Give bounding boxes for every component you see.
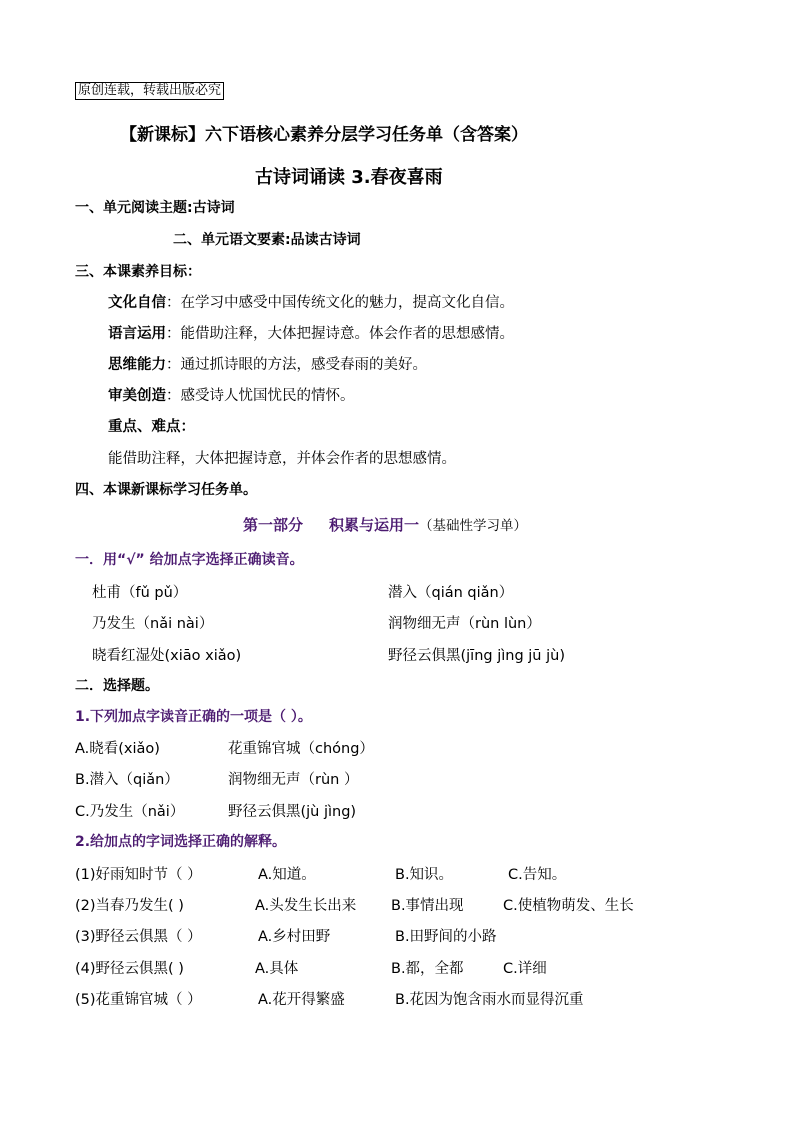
meaning-option-c: C.告知。	[508, 867, 567, 883]
option-a-extra: 花重锦官城（chóng）	[228, 741, 374, 757]
pinyin-item: 潜入（qián qiǎn）	[388, 585, 514, 601]
question-1-title: 一．用“√” 给加点字选择正确读音。	[75, 552, 304, 568]
question-2-title: 二．选择题。	[75, 678, 159, 694]
option-c: C.乃发生（nǎi）	[75, 804, 185, 820]
option-c-extra: 野径云俱黑(jù jìng)	[228, 804, 357, 820]
goal-text: ：感受诗人忧国忧民的情怀。	[166, 388, 355, 404]
section-4: 四、本课新课标学习任务单。	[75, 482, 257, 498]
section-3: 三、本课素养目标：	[75, 264, 201, 280]
meaning-option-a: A.知道。	[258, 867, 316, 883]
meaning-option-b: B.花因为饱含雨水而显得沉重	[395, 992, 584, 1008]
meaning-option-b: B.都，全都	[391, 961, 464, 977]
meaning-option-c: C.使植物萌发、生长	[503, 898, 634, 914]
goal-text: ：通过抓诗眼的方法，感受春雨的美好。	[166, 357, 427, 373]
option-a: A.晓看(xiǎo)	[75, 741, 160, 757]
copyright-notice: 原创连载，转载出版必究	[75, 82, 224, 100]
meaning-option-a: A.乡村田野	[258, 929, 331, 945]
goal-label: 文化自信	[108, 295, 166, 311]
section-2-label: 二、单元语文要素:	[173, 232, 291, 248]
pinyin-item: 润物细无声（rùn lùn）	[388, 616, 541, 632]
meaning-question: (2)当春乃发生( )	[75, 898, 184, 914]
meaning-option-b: B.知识。	[395, 867, 454, 883]
goal-label: 语言运用	[108, 326, 166, 342]
meaning-question: (3)野径云俱黑（ ）	[75, 929, 202, 945]
lesson-title: 古诗词诵读 3.春夜喜雨	[255, 167, 443, 188]
part-one-sub: （基础性学习单）	[419, 518, 528, 534]
option-b-extra: 润物细无声（rùn ）	[228, 772, 359, 788]
goal-language	[108, 322, 514, 343]
goal-text: ：在学习中感受中国传统文化的魅力，提高文化自信。	[166, 295, 514, 311]
meaning-option-c: C.详细	[503, 961, 547, 977]
section-2	[173, 229, 361, 249]
goal-label: 审美创造	[108, 388, 166, 404]
question-2-1-title: 1.下列加点字读音正确的一项是（ ）。	[75, 709, 312, 725]
goal-culture	[108, 291, 514, 312]
meaning-option-b: B.事情出现	[391, 898, 464, 914]
pinyin-item: 乃发生（nǎi nài）	[92, 616, 214, 632]
goal-thinking	[108, 353, 427, 374]
key-points-text: 能借助注释，大体把握诗意，并体会作者的思想感情。	[108, 451, 456, 467]
question-2-2-title: 2.给加点的字词选择正确的解释。	[75, 834, 287, 850]
part-one-heading	[243, 514, 527, 535]
part-one-name: 积累与运用一	[329, 516, 420, 534]
pinyin-item: 晓看红湿处(xiāo xiǎo)	[92, 648, 242, 664]
section-1-value: 古诗词	[192, 200, 235, 216]
goal-label: 思维能力	[108, 357, 166, 373]
meaning-question: (1)好雨知时节（ ）	[75, 867, 202, 883]
section-1-label: 一、单元阅读主题:	[75, 200, 193, 216]
meaning-question: (5)花重锦官城（ ）	[75, 992, 202, 1008]
key-points-label: 重点、难点：	[108, 419, 195, 435]
meaning-option-b: B.田野间的小路	[395, 929, 497, 945]
meaning-option-a: A.花开得繁盛	[258, 992, 345, 1008]
section-2-value: 品读古诗词	[290, 232, 361, 248]
pinyin-item: 野径云俱黑(jīng jìng jū jù)	[388, 648, 565, 664]
goal-text: ：能借助注释，大体把握诗意。体会作者的思想感情。	[166, 326, 514, 342]
goal-aesthetic	[108, 384, 355, 405]
pinyin-item: 杜甫（fǔ pǔ）	[92, 585, 188, 601]
meaning-question: (4)野径云俱黑( )	[75, 961, 184, 977]
option-b: B.潜入（qiǎn）	[75, 772, 179, 788]
meaning-option-a: A.头发生长出来	[255, 898, 357, 914]
part-one-title: 第一部分	[243, 516, 304, 534]
meaning-option-a: A.具体	[255, 961, 299, 977]
page-title: 【新课标】六下语核心素养分层学习任务单（含答案）	[120, 125, 528, 145]
section-1	[75, 197, 235, 217]
